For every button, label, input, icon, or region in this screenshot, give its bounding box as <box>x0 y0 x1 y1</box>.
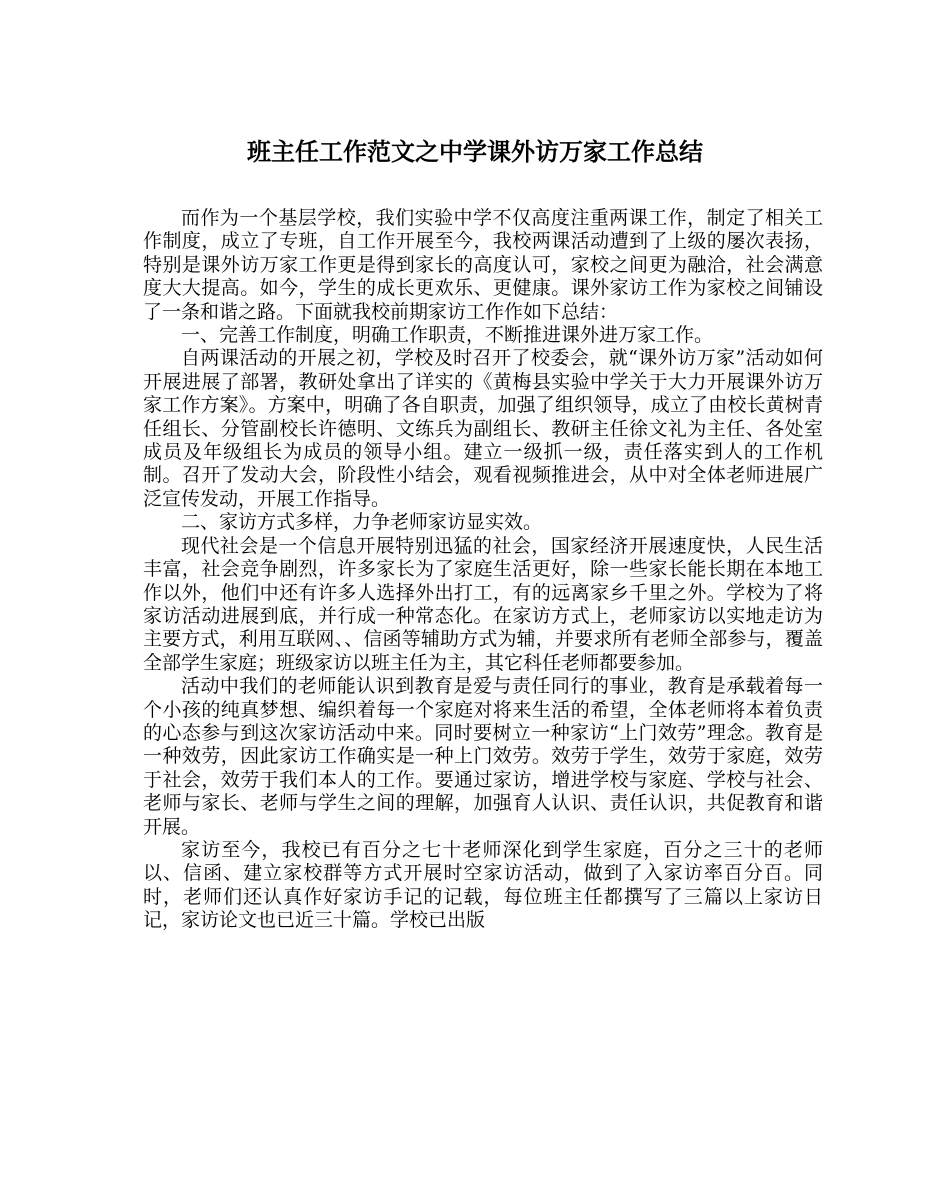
paragraph: 活动中我们的老师能认识到教育是爱与责任同行的事业，教育是承载着每一个小孩的纯真梦想、编织着每一个家庭对将来生活的希望，全体老师将本着负责的心态参与到这次家访活动中来。同时要树立一种家访“上门效劳”理念。教育是一种效劳，因此家访工作确实是一种上门效劳。效劳于学生，效劳于家庭，效劳于社会，效劳于我们本人的工作。要通过家访，增进学校与家庭、学校与社会、老师与家长、老师与学生之间的理解，加强育人认识、责任认识，共促教育和谐开展。 <box>143 675 823 838</box>
paragraph: 现代社会是一个信息开展特别迅猛的社会，国家经济开展速度快，人民生活丰富，社会竞争剧烈，许多家长为了家庭生活更好，除一些家长能长期在本地工作以外，他们中还有许多人选择外出打工，有的远离家乡千里之外。学校为了将家访活动进展到底，并行成一种常态化。在家访方式上，老师家访以实地走访为主要方式，利用互联网、、信函等辅助方式为辅，并要求所有老师全部参与，覆盖全部学生家庭；班级家访以班主任为主，其它科任老师都要参加。 <box>143 534 823 674</box>
paragraph: 而作为一个基层学校，我们实验中学不仅高度注重两课工作，制定了相关工作制度，成立了专班，自工作开展至今，我校两课活动遭到了上级的屡次表扬，特别是课外访万家工作更是得到家长的高度认可，家校之间更为融洽，社会满意度大大提高。如今，学生的成长更欢乐、更健康。课外家访工作为家校之间铺设了一条和谐之路。下面就我校前期家访工作作如下总结： <box>143 207 823 323</box>
document-title: 班主任工作范文之中学课外访万家工作总结 <box>247 137 703 166</box>
section-heading: 一、完善工作制度，明确工作职责，不断推进课外进万家工作。 <box>181 324 714 347</box>
paragraph: 自两课活动的开展之初，学校及时召开了校委会，就“课外访万家”活动如何开展进展了部署，教研处拿出了详实的《黄梅县实验中学关于大力开展课外访万家工作方案》。方案中，明确了各自职责，加强了组织领导，成立了由校长黄树青任组长、分管副校长许德明、文练兵为副组长、教研主任徐文礼为主任、各处室成员及年级组长为成员的领导小组。建立一级抓一级，责任落实到人的工作机制。召开了发动大会，阶段性小结会，观看视频推进会，从中对全体老师进展广泛宣传发动，开展工作指导。 <box>143 347 823 510</box>
document-body <box>143 207 823 933</box>
paragraph: 家访至今，我校已有百分之七十老师深化到学生家庭，百分之三十的老师以、信函、建立家校群等方式开展时空家访活动，做到了入家访率百分百。同时，老师们还认真作好家访手记的记载，每位班主任都撰写了三篇以上家访日记，家访论文也已近三十篇。学校已出版 <box>143 838 823 932</box>
section-heading: 二、家访方式多样，力争老师家访显实效。 <box>181 511 543 534</box>
